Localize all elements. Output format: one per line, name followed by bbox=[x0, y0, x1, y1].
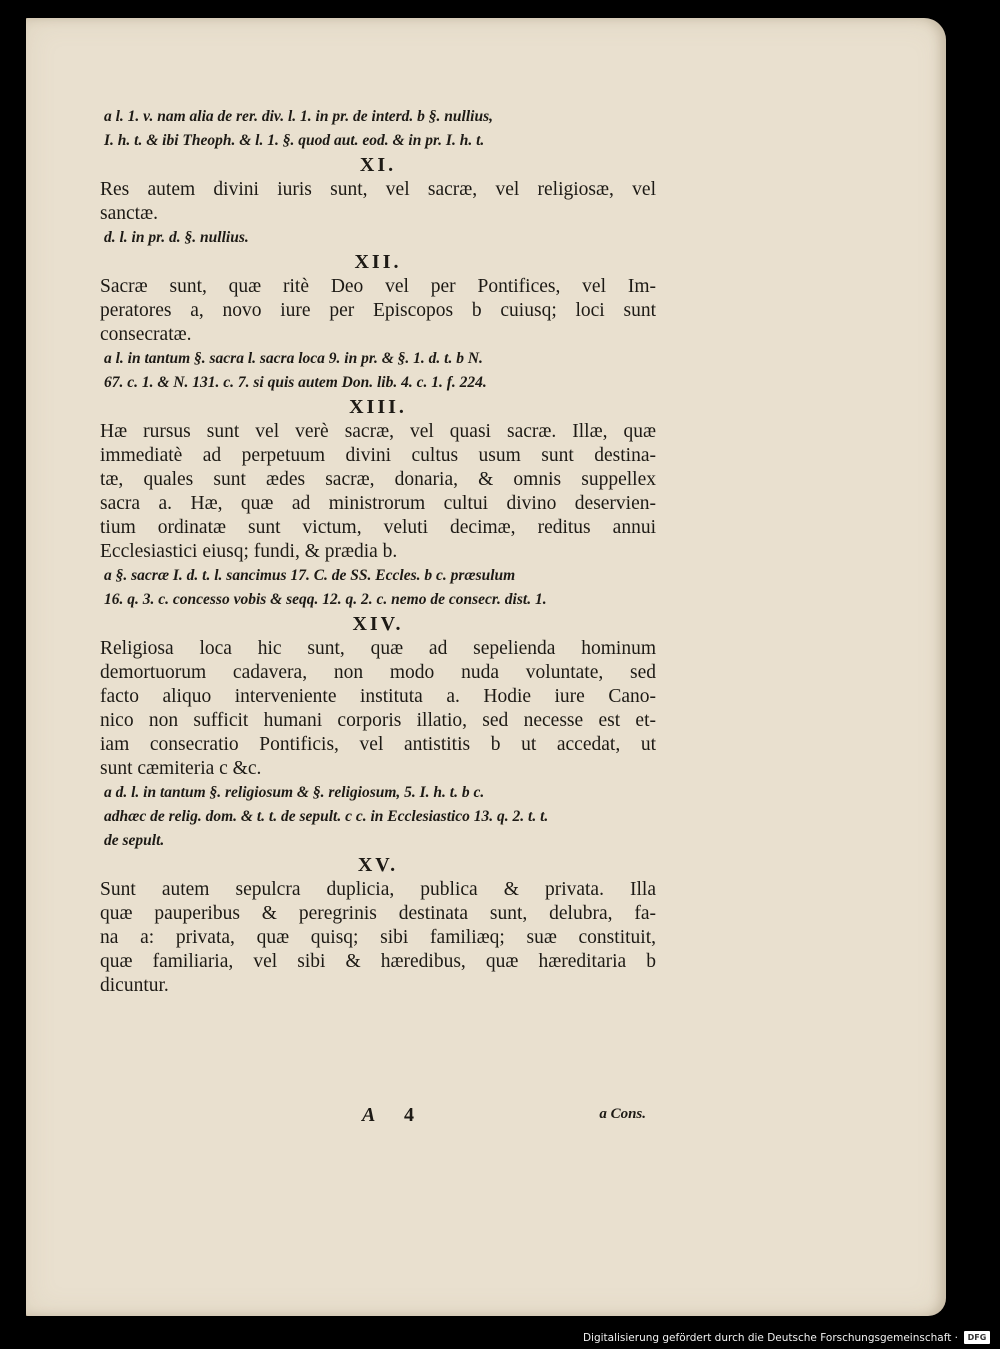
footnote-line: a l. in tantum §. sacra l. sacra loca 9. in pr. & §. 1. d. t. b N. bbox=[104, 350, 483, 367]
digitization-credit-text: Digitalisierung gefördert durch die Deutsche Forschungsgemeinschaft · bbox=[582, 1332, 958, 1344]
section-heading: XIII. bbox=[349, 396, 407, 418]
paragraph-line: Sacræ sunt, quæ ritè Deo vel per Pontifices, vel Im- bbox=[100, 276, 656, 297]
paragraph-line: Sunt autem sepulcra duplicia, publica & privata. Illa bbox=[100, 879, 656, 900]
paragraph-line: sanctæ. bbox=[100, 203, 158, 224]
paragraph-line: demortuorum cadavera, non modo nuda voluntate, sed bbox=[100, 662, 656, 683]
paragraph-line: Res autem divini iuris sunt, vel sacræ, vel religiosæ, vel bbox=[100, 179, 656, 200]
footnote-line: d. l. in pr. d. §. nullius. bbox=[104, 229, 249, 246]
paragraph-line: immediatè ad perpetuum divini cultus usum sunt destina- bbox=[100, 445, 656, 466]
paragraph-line: sunt cæmiteria c &c. bbox=[100, 758, 262, 779]
catchword: a Cons. bbox=[599, 1106, 646, 1122]
paragraph-line: tæ, quales sunt ædes sacræ, donaria, & omnis suppellex bbox=[100, 469, 656, 490]
section-heading: XV. bbox=[357, 854, 399, 876]
page-text-block bbox=[100, 105, 656, 998]
page-number: 4 bbox=[404, 1104, 414, 1126]
section-heading: XIV. bbox=[352, 613, 404, 635]
paragraph-line: facto aliquo interveniente instituta a. Hodie iure Cano- bbox=[100, 686, 656, 707]
paragraph-line: Ecclesiastici eiusq; fundi, & prædia b. bbox=[100, 541, 398, 562]
signature-mark: A bbox=[362, 1104, 376, 1126]
paragraph-line: Religiosa loca hic sunt, quæ ad sepelienda hominum bbox=[100, 638, 656, 659]
paragraph-line: consecratæ. bbox=[100, 324, 192, 345]
section-heading: XII. bbox=[354, 251, 402, 273]
footnote-line: 16. q. 3. c. concesso vobis & seqq. 12. q. 2. c. nemo de consecr. dist. 1. bbox=[104, 591, 547, 608]
paragraph-line: tium ordinatæ sunt victum, veluti decimæ, reditus annui bbox=[100, 517, 656, 538]
paragraph-line: na a: privata, quæ quisq; sibi familiæq; suæ constituit, bbox=[100, 927, 656, 948]
digitization-credit-bar bbox=[0, 1326, 1000, 1349]
footnote-line: a d. l. in tantum §. religiosum & §. religiosum, 5. I. h. t. b c. bbox=[104, 784, 485, 801]
footnote-line: de sepult. bbox=[104, 832, 165, 849]
paragraph-line: quæ pauperibus & peregrinis destinata sunt, delubra, fa- bbox=[100, 903, 656, 924]
footnote-line: adhæc de relig. dom. & t. t. de sepult. c c. in Ecclesiastico 13. q. 2. t. t. bbox=[104, 808, 549, 825]
footnote-line: a l. 1. v. nam alia de rer. div. l. 1. in pr. de interd. b §. nullius, bbox=[104, 108, 493, 125]
footnote-line: I. h. t. & ibi Theoph. & l. 1. §. quod aut. eod. & in pr. I. h. t. bbox=[104, 132, 485, 149]
paragraph-line: Hæ rursus sunt vel verè sacræ, vel quasi sacræ. Illæ, quæ bbox=[100, 421, 656, 442]
paragraph-line: peratores a, novo iure per Episcopos b cuiusq; loci sunt bbox=[100, 300, 656, 321]
paragraph-line: nico non sufficit humani corporis illatio, sed necesse est et- bbox=[100, 710, 656, 731]
paragraph-line: dicuntur. bbox=[100, 975, 169, 996]
paragraph-line: sacra a. Hæ, quæ ad ministrorum cultui divino deservien- bbox=[100, 493, 656, 514]
footnote-line: a §. sacræ I. d. t. l. sancimus 17. C. de SS. Eccles. b c. præsulum bbox=[104, 567, 516, 584]
page-footer bbox=[100, 1104, 656, 1134]
dfg-logo-icon: DFG bbox=[964, 1331, 990, 1344]
section-heading: XI. bbox=[359, 154, 397, 176]
footnote-line: 67. c. 1. & N. 131. c. 7. si quis autem Don. lib. 4. c. 1. f. 224. bbox=[104, 374, 487, 391]
paragraph-line: quæ familiaria, vel sibi & hæredibus, quæ hæreditaria b bbox=[100, 951, 656, 972]
paragraph-line: iam consecratio Pontificis, vel antistitis b ut accedat, ut bbox=[100, 734, 656, 755]
